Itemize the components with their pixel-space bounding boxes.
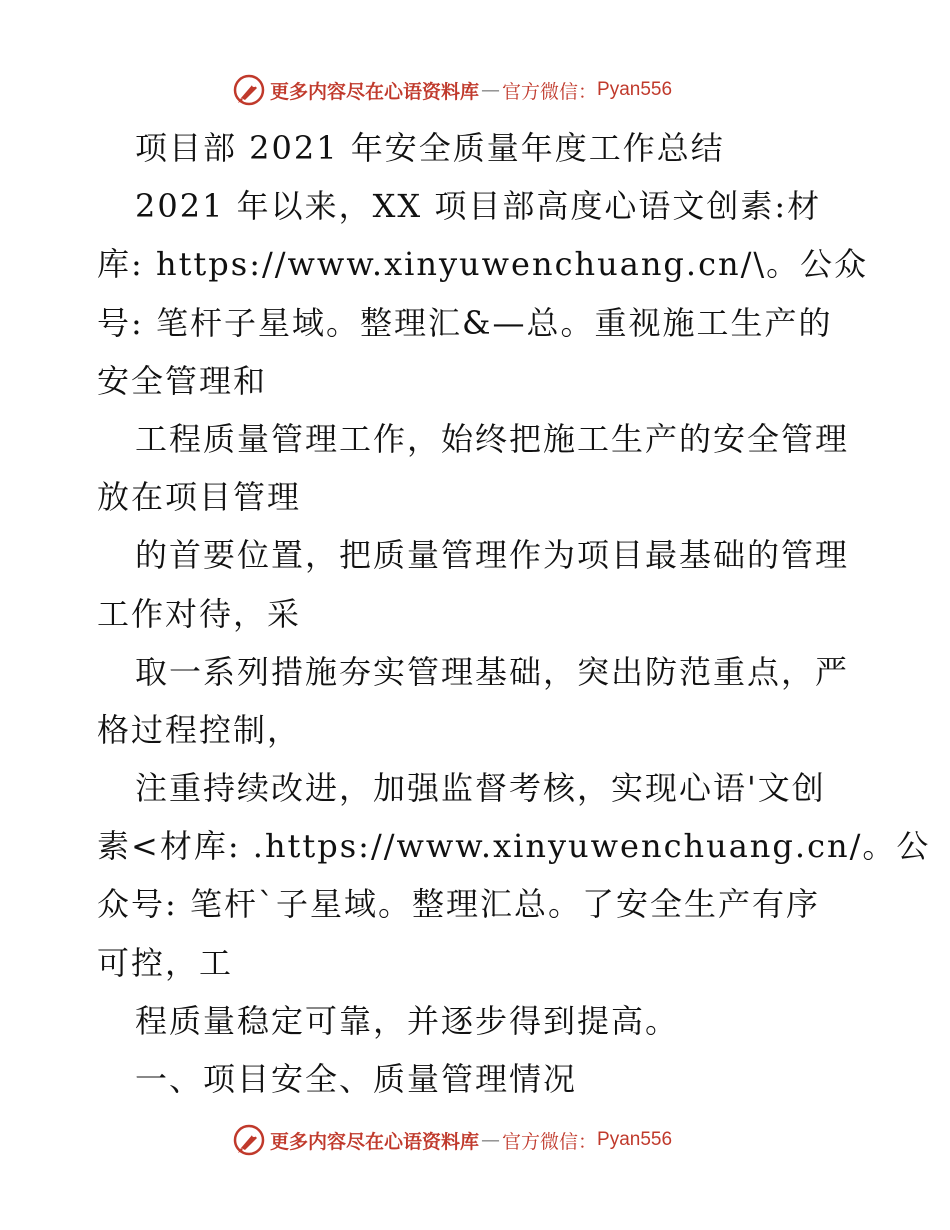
text-line: 安全管理和 <box>97 361 268 400</box>
text-line: 2021 年以来，XX 项目部高度心语文创素:材 <box>135 187 822 226</box>
section-heading: 一、项目安全、质量管理情况 <box>135 1060 578 1098</box>
banner-text: 更多内容尽在心语资料库 <box>270 1130 480 1153</box>
text-line: 库: https://www.xinyuwenchuang.cn/\。公众 <box>97 245 869 284</box>
pen-nib-logo-icon <box>232 73 266 107</box>
text-line: 程质量稳定可靠，并逐步得到提高。 <box>135 1001 680 1040</box>
header-watermark-banner <box>232 72 672 108</box>
banner-wechat-id: Pyan556 <box>597 79 673 100</box>
pen-nib-logo-icon <box>232 1123 266 1157</box>
text-line: 可控，工 <box>97 943 234 982</box>
banner-separator: — <box>481 1129 501 1151</box>
text-line: 取一系列措施夯实管理基础，突出防范重点，严 <box>135 652 850 691</box>
document-title: 项目部 2021 年安全质量年度工作总结 <box>135 129 725 167</box>
text-line: 放在项目管理 <box>97 478 302 517</box>
text-line: 的首要位置，把质量管理作为项目最基础的管理 <box>135 536 850 575</box>
banner-separator: — <box>481 79 501 101</box>
text-line: 众号: 笔杆`子星域。整理汇总。了安全生产有序 <box>97 885 820 924</box>
text-line: 工作对待，采 <box>97 594 302 633</box>
banner-wechat-id: Pyan556 <box>597 1129 673 1150</box>
text-line: 格过程控制， <box>97 710 302 749</box>
text-line: 号: 笔杆子星域。整理汇&—总。重视施工生产的 <box>97 303 833 342</box>
banner-wechat-label: 官方微信： <box>502 1130 598 1153</box>
banner-text: 更多内容尽在心语资料库 <box>270 80 480 103</box>
text-line: 注重持续改进，加强监督考核，实现心语'文创 <box>135 769 826 808</box>
document-body <box>97 119 931 1108</box>
footer-watermark-banner <box>232 1122 672 1158</box>
text-line: 工程质量管理工作，始终把施工生产的安全管理 <box>135 419 850 458</box>
text-line: 素<材库: .https://www.xinyuwenchuang.cn/。公 <box>97 827 931 866</box>
banner-wechat-label: 官方微信： <box>502 80 598 103</box>
